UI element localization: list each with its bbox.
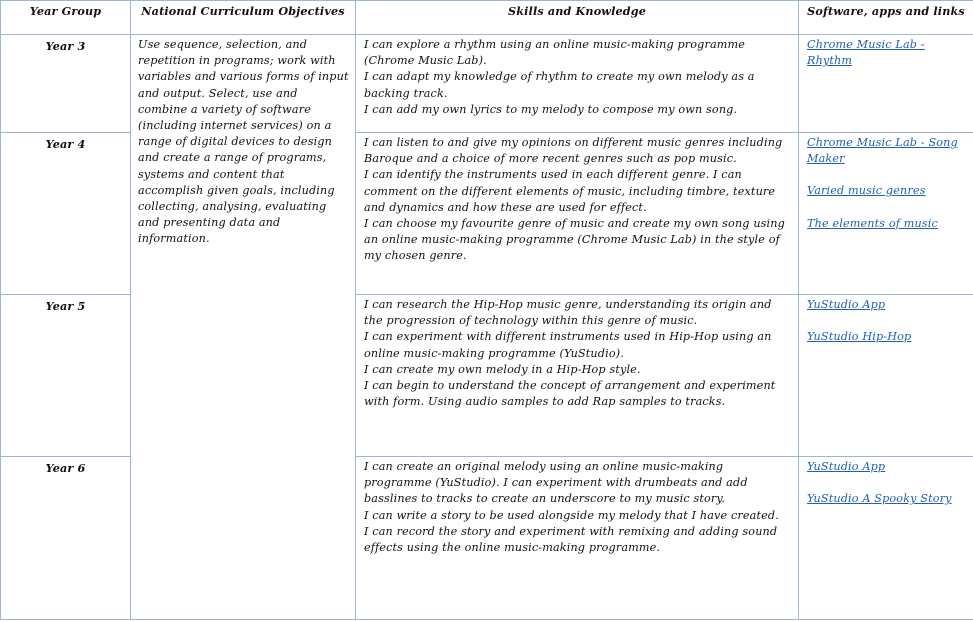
year-cell [1,295,131,457]
link-varied-music-genres[interactable]: Varied music genres [807,184,926,198]
skills-cell [356,457,799,620]
skill-item: I can record the story and experiment with remixing and adding sound effects using the online music-making programme. [364,524,778,555]
year-cell [1,457,131,620]
skill-item: I can experiment with different instruments used in Hip-Hop using an online music-making programme (YuStudio). [364,330,772,360]
year-cell [1,133,131,295]
skill-item: I can adapt my knowledge of rhythm to create my own melody as a backing track. [364,70,755,100]
year-label: Year 4 [45,137,86,151]
link-chrome-music-lab-song-maker[interactable]: Chrome Music Lab - Song Maker [807,136,958,166]
skill-item: I can write a story to be used alongside my melody that I have created. [364,508,779,522]
header-software-label: Software, apps and links [807,4,965,18]
header-year-group-label: Year Group [29,4,102,18]
skill-item: I can choose my favourite genre of music and create my own song using an online music-making programme (Chrome Music Lab) in the style of my chosen genre. [364,217,785,263]
header-year-group [1,1,131,35]
skill-item: I can create my own melody in a Hip-Hop style. [364,362,641,376]
link-elements-of-music[interactable]: The elements of music [807,216,938,230]
year-label: Year 5 [45,299,86,313]
links-cell [799,457,973,620]
skill-item: I can explore a rhythm using an online music-making programme (Chrome Music Lab). [364,38,746,68]
table-row-year-3 [1,35,973,133]
link-yustudio-spooky-story[interactable]: YuStudio A Spooky Story [807,492,952,506]
link-yustudio-app[interactable]: YuStudio App [807,298,886,311]
skills-cell [356,133,799,295]
links-cell [799,35,973,133]
header-row [1,1,973,35]
link-yustudio-app[interactable]: YuStudio App [807,460,886,473]
skill-item: I can begin to understand the concept of arrangement and experiment with form. Using audio samples to add Rap samples to tracks. [364,379,776,409]
skill-item: basslines to tracks to create an underscore to my music story. [364,492,726,506]
year-cell [1,35,131,133]
header-skills [356,1,799,35]
year-label: Year 3 [45,39,86,53]
link-chrome-music-lab-rhythm[interactable]: Chrome Music Lab - Rhythm [807,38,925,68]
skills-cell [356,35,799,133]
skill-item: I can identify the instruments used in each different genre. I can comment on the different elements of music, including timbre, texture and dynamics and how these are used for effect. [364,168,776,214]
links-cell [799,133,973,295]
skill-item: I can listen to and give my opinions on different music genres including Baroque and a choice of more recent genres such as pop music. [364,136,783,166]
links-cell [799,295,973,457]
objectives-text: Use sequence, selection, and repetition in programs; work with variables and various forms of input and output. Select, use and combine a variety of software (including internet services) on a range of digital devices to design and create a range of programs, systems and content that accomplish given goals, including collecting, analysing, evaluating and presenting data and information. [138,38,349,246]
header-objectives-label: National Curriculum Objectives [141,4,345,18]
skill-item: I can research the Hip-Hop music genre, understanding its origin and the progression of technology within this genre of music. [364,298,772,328]
header-skills-label: Skills and Knowledge [508,4,646,18]
objectives-cell [131,35,356,620]
skills-cell [356,295,799,457]
skill-item: I can add my own lyrics to my melody to compose my own song. [364,102,738,116]
link-yustudio-hip-hop[interactable]: YuStudio Hip-Hop [807,330,912,344]
skill-item: I can create an original melody using an online music-making programme (YuStudio). I can experiment with drumbeats and add [364,460,748,490]
header-objectives [131,1,356,35]
header-software [799,1,973,35]
year-label: Year 6 [45,461,86,475]
